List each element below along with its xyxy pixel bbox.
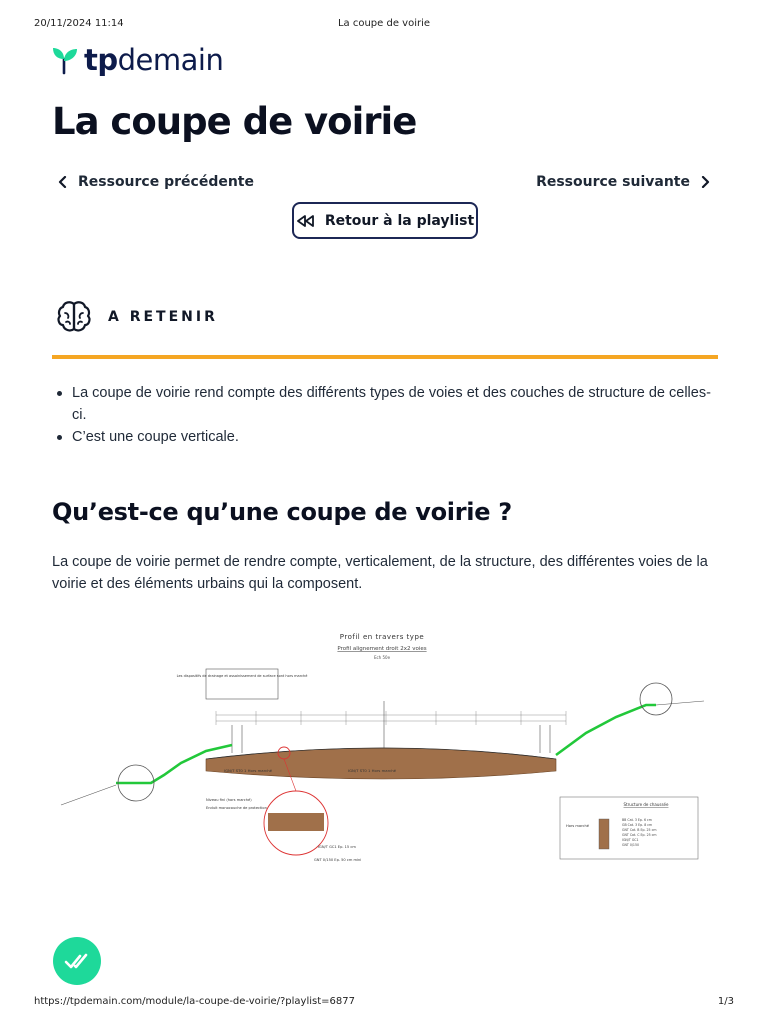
- drawing-title: Profil en travers type: [339, 633, 425, 641]
- brain-icon: [56, 300, 92, 334]
- next-resource-label: Ressource suivante: [536, 174, 690, 190]
- detail-label-1: Niveau fini (hors marché): [206, 798, 252, 802]
- legend-row: BB Cat. 3 Ep. 6 cm: [622, 818, 652, 822]
- detail-label-2: Enduit monocouche de protection: [206, 806, 267, 810]
- next-resource-link[interactable]: [536, 174, 710, 190]
- dimension-lines: [216, 711, 566, 725]
- logo-text-demain: demain: [117, 43, 224, 77]
- legend-row: IGN/T GC1: [622, 838, 639, 842]
- rewind-icon: [296, 215, 316, 227]
- drawing-note-text: Les dispositifs de drainage et assainissement de surface sont hors marché: [176, 674, 308, 678]
- right-detail-circle: [640, 683, 672, 715]
- double-check-icon: [64, 951, 90, 971]
- right-slope-green: [556, 705, 656, 755]
- zoom-detail-layers: [268, 813, 324, 831]
- retenir-header: [56, 300, 218, 334]
- page-title: La coupe de voirie: [52, 100, 417, 143]
- legend-row: GNT 0/150: [622, 843, 640, 847]
- legend-row: GB Cat. 3 Ep. 8 cm: [622, 823, 653, 827]
- legend-row: GNT Cat. B Ep. 25 cm: [622, 828, 657, 832]
- retenir-accent-bar: [52, 355, 718, 359]
- section-paragraph: La coupe de voirie permet de rendre compte, verticalement, de la structure, des différentes voies de la voirie et des éléments urbains qui la composent.: [52, 554, 708, 592]
- left-ground-line: [61, 785, 116, 805]
- bullet-item: C’est une coupe verticale.: [72, 426, 712, 448]
- logo-text-tp: tp: [84, 43, 118, 77]
- detail-label-3: IGN/T GC1 Ep. 15 cm: [318, 845, 356, 849]
- back-to-playlist-label: Retour à la playlist: [324, 212, 475, 229]
- chat-widget-button[interactable]: [53, 937, 101, 985]
- road-cross-section-drawing: [56, 625, 706, 875]
- section-title: Qu’est-ce qu’une coupe de voirie ?: [52, 498, 512, 526]
- right-ground-line: [656, 701, 704, 705]
- print-doc-title: La coupe de voirie: [337, 18, 431, 29]
- site-logo[interactable]: [52, 44, 223, 76]
- vertical-poles: [232, 701, 550, 753]
- legend-title: Structure de chaussée: [623, 802, 669, 807]
- back-to-playlist-button[interactable]: [292, 202, 478, 239]
- retenir-label: A RETENIR: [108, 309, 218, 325]
- detail-label-4: GNT 0/150 Ep. 50 cm mini: [314, 858, 362, 862]
- chevron-right-icon: [700, 176, 710, 188]
- drawing-scale: Ech 50e: [373, 655, 391, 660]
- previous-resource-link[interactable]: [58, 174, 254, 190]
- print-date: 20/11/2024 11:14: [34, 18, 124, 29]
- legend-row: GNT Cat. C Ep. 25 cm: [622, 833, 657, 837]
- bullet-item: La coupe de voirie rend compte des différents types de voies et des couches de structure de celles-ci.: [72, 382, 712, 426]
- legend-side-label: Hors marché: [566, 824, 589, 828]
- label-left: IGN/T ST0 1 Hors marché: [224, 768, 272, 773]
- print-header: [34, 18, 734, 32]
- previous-resource-label: Ressource précédente: [78, 174, 254, 190]
- logo-text: [84, 43, 223, 77]
- chevron-left-icon: [58, 176, 68, 188]
- print-url: https://tpdemain.com/module/la-coupe-de-voirie/?playlist=6877: [34, 996, 355, 1007]
- retenir-bullet-list: [72, 382, 712, 448]
- drawing-subtitle: Profil alignement droit 2x2 voies: [337, 646, 427, 652]
- print-page-count: 1/3: [717, 996, 734, 1007]
- road-structure-band: [206, 748, 556, 779]
- label-center: IGN/T ST0 1 Hors marché: [348, 768, 396, 773]
- legend-swatch: [599, 819, 609, 849]
- leaf-logo-icon: [52, 45, 78, 75]
